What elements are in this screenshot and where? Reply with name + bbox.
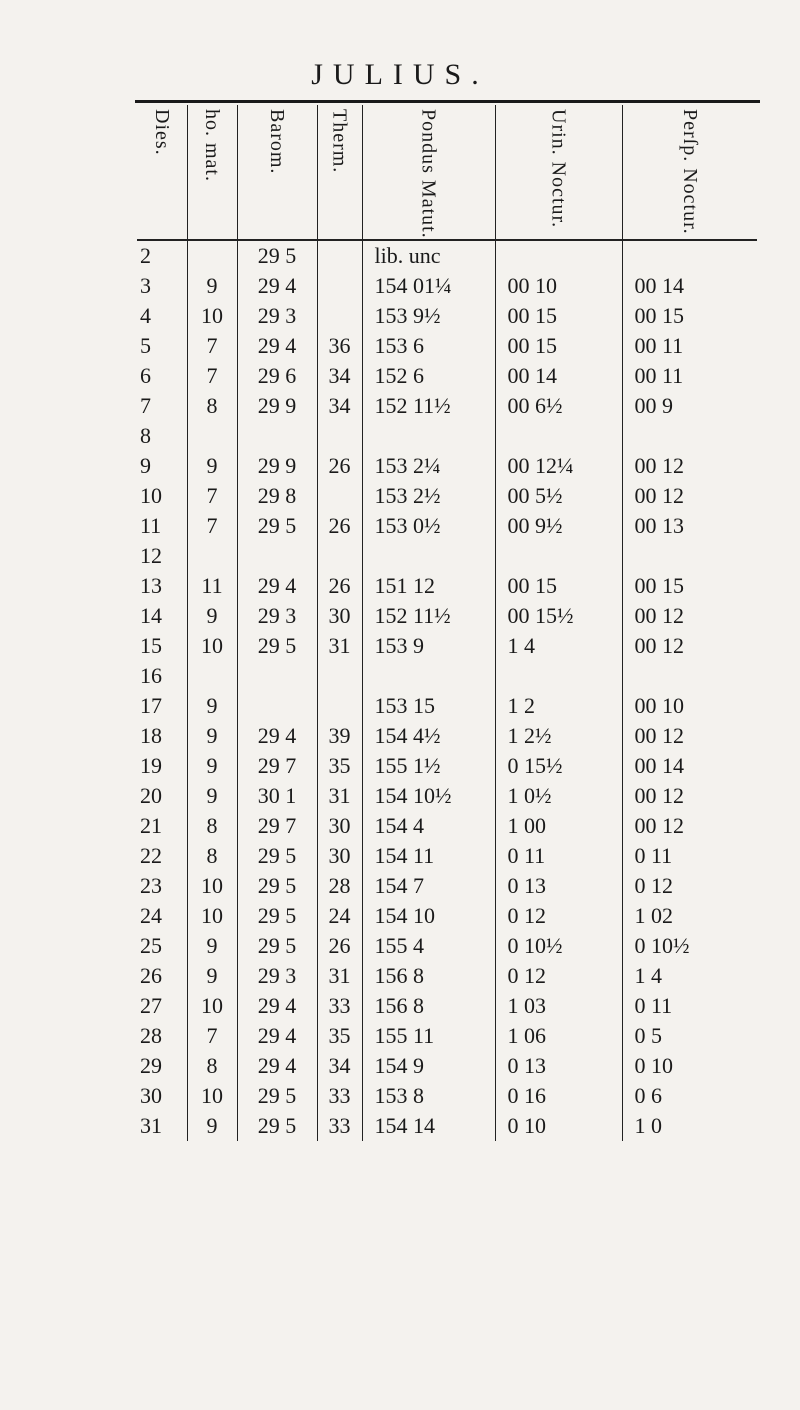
table-row	[137, 1081, 757, 1111]
perspiration-cell: 0 11	[634, 842, 673, 868]
urine-cell: 0 11	[495, 841, 622, 871]
barometer-cell: 29 4	[237, 331, 317, 361]
barometer-cell: 29 9	[237, 451, 317, 481]
table-row	[137, 1021, 757, 1051]
perspiration-cell	[622, 240, 757, 271]
hour-cell: 8	[187, 1051, 237, 1081]
table-row	[137, 901, 757, 931]
hour-cell: 9	[187, 721, 237, 751]
pondus-cell	[362, 421, 495, 451]
barometer-cell: 29 4	[237, 721, 317, 751]
header-cell-therm: Therm.	[317, 105, 362, 240]
perspiration-cell: 00 15	[634, 302, 684, 328]
urine-cell: 00 15	[495, 301, 622, 331]
hour-cell: 9	[187, 751, 237, 781]
table-row	[137, 961, 757, 991]
urine-cell: 00 15½	[495, 601, 622, 631]
urine-cell: 0 10½	[495, 931, 622, 961]
perspiration-cell: 0 6	[634, 1082, 662, 1108]
header-cell-hora: ho. mat.	[187, 105, 237, 240]
pondus-cell: 156 8	[362, 991, 495, 1021]
perspiration-cell: 00 14	[634, 752, 684, 778]
header-cell-barom: Barom.	[237, 105, 317, 240]
table-row	[137, 631, 757, 661]
pondus-cell: 154 10	[362, 901, 495, 931]
urine-cell: 1 0½	[495, 781, 622, 811]
perspiration-cell: 0 10	[634, 1052, 673, 1078]
perspiration-cell: 00 12	[634, 782, 684, 808]
perspiration-cell: 1 0	[634, 1112, 662, 1138]
barometer-cell: 29 9	[237, 391, 317, 421]
pondus-cell: 153 15	[362, 691, 495, 721]
pondus-cell: 153 2¼	[362, 451, 495, 481]
urine-cell: 00 10	[495, 271, 622, 301]
barometer-cell: 29 4	[237, 1051, 317, 1081]
urine-cell: 1 06	[495, 1021, 622, 1051]
barometer-cell: 29 4	[237, 1021, 317, 1051]
day-cell: 8	[137, 421, 187, 451]
perspiration-cell: 00 15	[634, 572, 684, 598]
pondus-cell: 152 11½	[362, 391, 495, 421]
perspiration-cell	[622, 661, 757, 691]
barometer-cell	[237, 661, 317, 691]
table-row	[137, 661, 757, 691]
day-cell: 29	[137, 1051, 187, 1081]
thermometer-cell: 26	[317, 511, 362, 541]
thermometer-cell: 30	[317, 811, 362, 841]
header-cell-pondus: Pondus Matut.	[362, 105, 495, 240]
urine-cell: 0 13	[495, 1051, 622, 1081]
header-row	[137, 105, 757, 240]
pondus-cell: 151 12	[362, 571, 495, 601]
barometer-cell: 29 3	[237, 601, 317, 631]
pondus-cell	[362, 541, 495, 571]
header-cell-persp: Perſp. Noctur.	[622, 105, 757, 240]
pondus-cell: 154 11	[362, 841, 495, 871]
thermometer-cell: 30	[317, 601, 362, 631]
barometer-cell: 29 5	[237, 631, 317, 661]
hour-cell: 7	[187, 331, 237, 361]
pondus-cell: 156 8	[362, 961, 495, 991]
header-cell-urin: Urin. Noctur.	[495, 105, 622, 240]
hour-cell	[187, 661, 237, 691]
urine-cell: 0 13	[495, 871, 622, 901]
day-cell: 15	[137, 631, 187, 661]
pondus-cell: lib. unc	[362, 240, 495, 271]
day-cell: 16	[137, 661, 187, 691]
urine-cell: 00 12¼	[495, 451, 622, 481]
thermometer-cell	[317, 691, 362, 721]
pondus-cell: 153 8	[362, 1081, 495, 1111]
thermometer-cell: 30	[317, 841, 362, 871]
pondus-cell: 154 9	[362, 1051, 495, 1081]
perspiration-cell: 1 02	[634, 902, 673, 928]
day-cell: 6	[137, 361, 187, 391]
barometer-cell: 29 3	[237, 301, 317, 331]
thermometer-cell: 33	[317, 1111, 362, 1141]
pondus-cell: 154 4½	[362, 721, 495, 751]
table-row	[137, 331, 757, 361]
barometer-cell: 29 5	[237, 901, 317, 931]
barometer-cell: 29 5	[237, 240, 317, 271]
table-row	[137, 1111, 757, 1141]
day-cell: 11	[137, 511, 187, 541]
hour-cell: 7	[187, 361, 237, 391]
urine-cell: 0 16	[495, 1081, 622, 1111]
urine-cell: 00 15	[495, 571, 622, 601]
urine-cell: 0 12	[495, 901, 622, 931]
urine-cell: 00 5½	[495, 481, 622, 511]
hour-cell: 9	[187, 451, 237, 481]
barometer-cell: 29 5	[237, 1081, 317, 1111]
perspiration-cell: 00 12	[634, 722, 684, 748]
day-cell: 12	[137, 541, 187, 571]
day-cell: 10	[137, 481, 187, 511]
hour-cell: 9	[187, 781, 237, 811]
pondus-cell: 154 7	[362, 871, 495, 901]
urine-cell: 0 10	[495, 1111, 622, 1141]
perspiration-cell: 00 12	[634, 452, 684, 478]
thermometer-cell: 34	[317, 1051, 362, 1081]
thermometer-cell: 31	[317, 781, 362, 811]
perspiration-cell: 00 9	[634, 392, 673, 418]
hour-cell: 9	[187, 601, 237, 631]
table-row	[137, 601, 757, 631]
day-cell: 26	[137, 961, 187, 991]
thermometer-cell: 31	[317, 631, 362, 661]
thermometer-cell	[317, 301, 362, 331]
day-cell: 2	[137, 240, 187, 271]
urine-cell: 1 4	[495, 631, 622, 661]
hour-cell: 7	[187, 481, 237, 511]
table-row	[137, 391, 757, 421]
table-row	[137, 240, 757, 271]
day-cell: 28	[137, 1021, 187, 1051]
barometer-cell	[237, 421, 317, 451]
thermometer-cell: 31	[317, 961, 362, 991]
barometer-cell: 29 4	[237, 271, 317, 301]
pondus-cell: 155 11	[362, 1021, 495, 1051]
perspiration-cell: 00 12	[634, 482, 684, 508]
thermometer-cell: 36	[317, 331, 362, 361]
day-cell: 14	[137, 601, 187, 631]
thermometer-cell: 33	[317, 1081, 362, 1111]
day-cell: 3	[137, 271, 187, 301]
perspiration-cell: 0 12	[634, 872, 673, 898]
urine-cell: 0 12	[495, 961, 622, 991]
hour-cell: 7	[187, 511, 237, 541]
barometer-cell: 29 5	[237, 511, 317, 541]
table-row	[137, 841, 757, 871]
thermometer-cell: 26	[317, 931, 362, 961]
thermometer-cell	[317, 240, 362, 271]
pondus-cell	[362, 661, 495, 691]
urine-cell: 00 9½	[495, 511, 622, 541]
barometer-cell: 29 8	[237, 481, 317, 511]
perspiration-cell: 1 4	[634, 962, 662, 988]
hour-cell	[187, 541, 237, 571]
day-cell: 25	[137, 931, 187, 961]
barometer-cell: 29 7	[237, 811, 317, 841]
hour-cell: 8	[187, 391, 237, 421]
day-cell: 30	[137, 1081, 187, 1111]
header-cell-dies: Dies.	[137, 105, 187, 240]
perspiration-cell: 00 11	[634, 332, 684, 358]
day-cell: 27	[137, 991, 187, 1021]
table-row	[137, 721, 757, 751]
pondus-cell: 152 11½	[362, 601, 495, 631]
pondus-cell: 153 9½	[362, 301, 495, 331]
barometer-cell: 29 4	[237, 571, 317, 601]
hour-cell: 10	[187, 871, 237, 901]
thermometer-cell: 34	[317, 391, 362, 421]
day-cell: 19	[137, 751, 187, 781]
table-row	[137, 691, 757, 721]
table-row	[137, 991, 757, 1021]
table-row	[137, 481, 757, 511]
hour-cell: 9	[187, 931, 237, 961]
hour-cell: 9	[187, 961, 237, 991]
barometer-cell: 29 5	[237, 1111, 317, 1141]
barometer-cell: 29 6	[237, 361, 317, 391]
perspiration-cell: 00 11	[634, 362, 684, 388]
ledger-table	[137, 105, 757, 1141]
perspiration-cell: 0 5	[634, 1022, 662, 1048]
day-cell: 9	[137, 451, 187, 481]
table-row	[137, 751, 757, 781]
thermometer-cell	[317, 271, 362, 301]
table-row	[137, 871, 757, 901]
hour-cell	[187, 421, 237, 451]
table-row	[137, 781, 757, 811]
table-row	[137, 451, 757, 481]
thermometer-cell: 26	[317, 571, 362, 601]
day-cell: 24	[137, 901, 187, 931]
hour-cell	[187, 240, 237, 271]
thermometer-cell: 26	[317, 451, 362, 481]
day-cell: 21	[137, 811, 187, 841]
perspiration-cell: 00 10	[634, 692, 684, 718]
hour-cell: 11	[187, 571, 237, 601]
hour-cell: 9	[187, 1111, 237, 1141]
ledger-body	[137, 240, 757, 1141]
thermometer-cell	[317, 541, 362, 571]
day-cell: 22	[137, 841, 187, 871]
urine-cell: 1 2½	[495, 721, 622, 751]
hour-cell: 10	[187, 991, 237, 1021]
perspiration-cell: 00 13	[634, 512, 684, 538]
thermometer-cell: 35	[317, 1021, 362, 1051]
pondus-cell: 154 14	[362, 1111, 495, 1141]
pondus-cell: 154 01¼	[362, 271, 495, 301]
hour-cell: 9	[187, 691, 237, 721]
table-row	[137, 1051, 757, 1081]
hour-cell: 8	[187, 841, 237, 871]
day-cell: 4	[137, 301, 187, 331]
day-cell: 17	[137, 691, 187, 721]
pondus-cell: 153 0½	[362, 511, 495, 541]
urine-cell	[495, 421, 622, 451]
barometer-cell: 29 5	[237, 871, 317, 901]
day-cell: 18	[137, 721, 187, 751]
barometer-cell	[237, 541, 317, 571]
barometer-cell: 29 5	[237, 931, 317, 961]
thermometer-cell: 28	[317, 871, 362, 901]
barometer-cell: 29 3	[237, 961, 317, 991]
perspiration-cell: 00 12	[634, 812, 684, 838]
table-row	[137, 301, 757, 331]
day-cell: 31	[137, 1111, 187, 1141]
pondus-cell: 155 1½	[362, 751, 495, 781]
perspiration-cell	[622, 541, 757, 571]
urine-cell: 0 15½	[495, 751, 622, 781]
barometer-cell	[237, 691, 317, 721]
perspiration-cell: 00 12	[634, 632, 684, 658]
urine-cell: 1 03	[495, 991, 622, 1021]
urine-cell: 00 14	[495, 361, 622, 391]
urine-cell: 00 15	[495, 331, 622, 361]
thermometer-cell: 24	[317, 901, 362, 931]
thermometer-cell: 35	[317, 751, 362, 781]
pondus-cell: 152 6	[362, 361, 495, 391]
day-cell: 20	[137, 781, 187, 811]
table-row	[137, 361, 757, 391]
pondus-cell: 154 10½	[362, 781, 495, 811]
day-cell: 5	[137, 331, 187, 361]
table-row	[137, 271, 757, 301]
table-row	[137, 571, 757, 601]
table-row	[137, 811, 757, 841]
thermometer-cell	[317, 481, 362, 511]
barometer-cell: 29 5	[237, 841, 317, 871]
perspiration-cell	[622, 421, 757, 451]
thermometer-cell	[317, 661, 362, 691]
page-title: JULIUS.	[311, 58, 489, 91]
pondus-cell: 153 9	[362, 631, 495, 661]
pondus-cell: 153 6	[362, 331, 495, 361]
table-row	[137, 511, 757, 541]
urine-cell: 00 6½	[495, 391, 622, 421]
urine-cell	[495, 661, 622, 691]
day-cell: 7	[137, 391, 187, 421]
hour-cell: 9	[187, 271, 237, 301]
urine-cell: 1 2	[495, 691, 622, 721]
pondus-cell: 154 4	[362, 811, 495, 841]
table-row	[137, 541, 757, 571]
pondus-cell: 155 4	[362, 931, 495, 961]
perspiration-cell: 0 10½	[634, 932, 690, 958]
day-cell: 13	[137, 571, 187, 601]
hour-cell: 10	[187, 1081, 237, 1111]
hour-cell: 7	[187, 1021, 237, 1051]
urine-cell: 1 00	[495, 811, 622, 841]
thermometer-cell: 33	[317, 991, 362, 1021]
thermometer-cell: 39	[317, 721, 362, 751]
top-rule	[135, 100, 760, 103]
barometer-cell: 30 1	[237, 781, 317, 811]
pondus-cell: 153 2½	[362, 481, 495, 511]
hour-cell: 8	[187, 811, 237, 841]
urine-cell	[495, 541, 622, 571]
hour-cell: 10	[187, 631, 237, 661]
barometer-cell: 29 4	[237, 991, 317, 1021]
thermometer-cell	[317, 421, 362, 451]
day-cell: 23	[137, 871, 187, 901]
table-row	[137, 931, 757, 961]
perspiration-cell: 0 11	[634, 992, 673, 1018]
table-row	[137, 421, 757, 451]
perspiration-cell: 00 12	[634, 602, 684, 628]
thermometer-cell: 34	[317, 361, 362, 391]
hour-cell: 10	[187, 901, 237, 931]
barometer-cell: 29 7	[237, 751, 317, 781]
urine-cell	[495, 240, 622, 271]
perspiration-cell: 00 14	[634, 272, 684, 298]
hour-cell: 10	[187, 301, 237, 331]
